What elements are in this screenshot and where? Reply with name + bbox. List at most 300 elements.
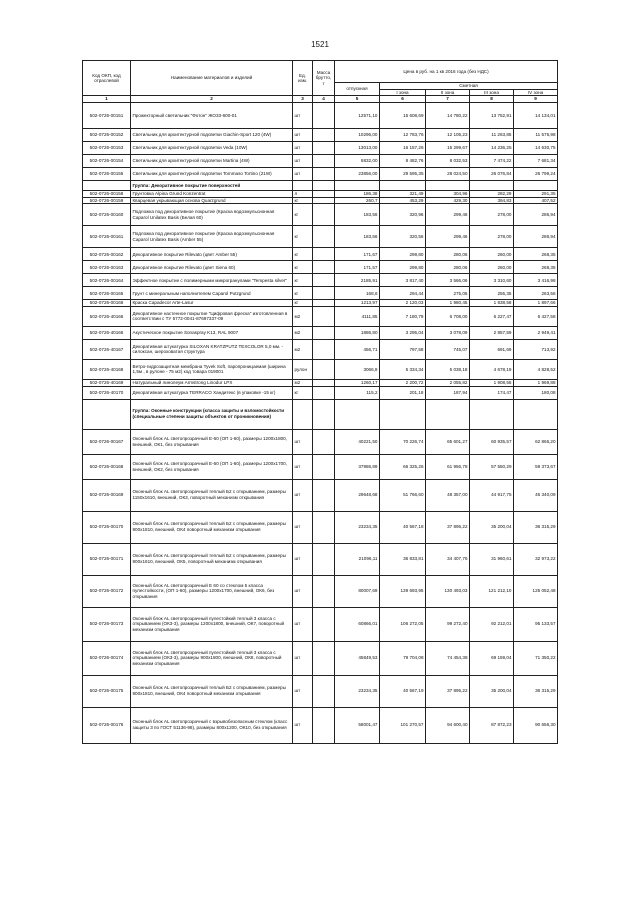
table-row — [83, 191, 558, 198]
cell-unit: кг — [293, 204, 313, 226]
cell-zone-3-price: 121 212,10 — [470, 575, 514, 607]
empty-cell — [470, 399, 514, 429]
cell-name: Светильник для архитектурной подсветки Tommaso Tortino (21W) — [131, 168, 293, 181]
cell-zone-3-price: 1 838,58 — [470, 300, 514, 307]
cell-zone-4-price: 46 340,09 — [514, 479, 558, 511]
cell-zone-1-price: 40 567,19 — [380, 675, 426, 707]
cell-zone-1-price: 2 120,03 — [380, 300, 426, 307]
cell-release-price: 1260,17 — [335, 379, 380, 386]
col-header-release: отпускная — [335, 83, 380, 96]
cell-zone-4-price: 268,35 — [514, 261, 558, 274]
cell-mass — [313, 386, 335, 399]
cell-name: Подложка под декоративное покрытие (Краска водоэмульсионная Caparol Unilatex Basis (Белая 60) — [131, 204, 293, 226]
cell-release-price: 10296,00 — [335, 129, 380, 142]
cell-zone-1-price: 2 200,72 — [380, 379, 426, 386]
table-row — [83, 641, 558, 675]
cell-name: Прожекторный светильник "Фотон" ЖО33-600-01 — [131, 103, 293, 129]
cell-mass — [313, 287, 335, 300]
table-row — [83, 326, 558, 339]
cell-release-price: 12571,10 — [335, 103, 380, 129]
cell-release-price: 80007,69 — [335, 575, 380, 607]
group-title: Группа: Декоративное покрытие поверхностей — [131, 181, 293, 191]
cell-zone-4-price: 14 134,01 — [514, 103, 558, 129]
cell-zone-1-price: 40 567,18 — [380, 511, 426, 543]
column-number: 3 — [293, 96, 313, 103]
table-row — [83, 543, 558, 575]
cell-zone-3-price: 1 908,55 — [470, 379, 514, 386]
cell-zone-4-price: 14 630,75 — [514, 142, 558, 155]
cell-code: 502-0726-00162 — [83, 248, 131, 261]
cell-zone-2-price: 74 454,38 — [426, 641, 470, 675]
cell-mass — [313, 155, 335, 168]
cell-mass — [313, 429, 335, 454]
cell-zone-1-price: 294,44 — [380, 287, 426, 300]
cell-zone-3-price: 3 310,60 — [470, 274, 514, 287]
cell-zone-2-price: 280,06 — [426, 248, 470, 261]
cell-code: 502-0726-40169 — [83, 379, 131, 386]
cell-code: 502-0726-00155 — [83, 168, 131, 181]
empty-cell — [335, 181, 380, 191]
cell-zone-4-price: 286,94 — [514, 226, 558, 248]
cell-zone-3-price: 35 200,04 — [470, 511, 514, 543]
cell-mass — [313, 641, 335, 675]
cell-zone-3-price: 7 474,22 — [470, 155, 514, 168]
cell-name: Подложка под декоративное покрытие (Краска водоэмульсионная Caparol Unilatex Basis (Amber 55) — [131, 226, 293, 248]
cell-zone-1-price: 320,96 — [380, 204, 426, 226]
cell-zone-2-price: 3 078,09 — [426, 326, 470, 339]
cell-name: Грунт с минеральным наполнителем Caparol Putzgrund — [131, 287, 293, 300]
col-header-name: Наименование материалов и изделий — [131, 61, 293, 96]
cell-name: Оконный блок AL светопрозрачный теплый Б2 с открыванием, размеры 900х1810, внешний, ОК4 поворотный механизм открывания — [131, 675, 293, 707]
cell-unit: м2 — [293, 379, 313, 386]
cell-zone-2-price: 94 600,40 — [426, 707, 470, 743]
cell-zone-3-price: 87 872,23 — [470, 707, 514, 743]
cell-name: Светильник для архитектурной подсветки Giachin-Sport 120 (4W) — [131, 129, 293, 142]
cell-unit: шт — [293, 129, 313, 142]
column-number: 1 — [83, 96, 131, 103]
cell-zone-1-price: 36 833,81 — [380, 543, 426, 575]
table-row — [83, 607, 558, 641]
table-row — [83, 103, 558, 129]
cell-zone-2-price: 130 493,03 — [426, 575, 470, 607]
cell-zone-2-price: 28 024,50 — [426, 168, 470, 181]
cell-name: Ветро-гидрозащитная мембрана Tyvek Soft, паропроницаемая (ширина 1,5м , в рулоне - 75 м2) код товара 019001 — [131, 359, 293, 379]
cell-code: 502-0726-00170 — [83, 511, 131, 543]
cell-name: Светильник для архитектурной подсветки Veda (10W) — [131, 142, 293, 155]
cell-zone-2-price: 61 956,78 — [426, 454, 470, 479]
table-row — [83, 379, 558, 386]
cell-release-price: 45849,53 — [335, 641, 380, 675]
col-header-zone-2: II зона — [426, 89, 470, 96]
cell-name: Оконный блок AL светопрозрачный Е-60 (ОП 1-60), размеры 1200х1700, внешний, ОК2, без открывания — [131, 454, 293, 479]
cell-zone-4-price: 90 656,30 — [514, 707, 558, 743]
cell-zone-1-price: 101 270,57 — [380, 707, 426, 743]
cell-name: Акустическое покрытие Sonaspray K13, RAL 9007 — [131, 326, 293, 339]
table-body — [83, 103, 558, 743]
cell-zone-1-price: 29 595,35 — [380, 168, 426, 181]
cell-zone-3-price: 31 960,61 — [470, 543, 514, 575]
cell-name: Оконный блок AL светопрозрачный с взрывобезопасным стеклом (класс защиты 3 по ГОСТ 51136-98), размеры 800х1200, ОК10, без открывания — [131, 707, 293, 743]
cell-name: Грунтовка Alpina Grund Konzentrat — [131, 191, 293, 198]
cell-unit: шт — [293, 607, 313, 641]
cell-release-price: 260,7 — [335, 197, 380, 204]
cell-zone-2-price: 275,05 — [426, 287, 470, 300]
table-row — [83, 511, 558, 543]
cell-zone-1-price: 797,58 — [380, 339, 426, 359]
cell-release-price: 183,56 — [335, 226, 380, 248]
cell-zone-1-price: 70 226,74 — [380, 429, 426, 454]
cell-zone-2-price: 3 566,06 — [426, 274, 470, 287]
cell-code: 502-0726-00152 — [83, 129, 131, 142]
cell-code: 502-0726-00159 — [83, 197, 131, 204]
cell-code: 502-0726-00161 — [83, 226, 131, 248]
cell-zone-1-price: 5 334,34 — [380, 359, 426, 379]
cell-mass — [313, 248, 335, 261]
cell-name: Краска Capadecor Arte-Lasur — [131, 300, 293, 307]
table-row — [83, 339, 558, 359]
cell-zone-1-price: 321,49 — [380, 191, 426, 198]
cell-unit: м2 — [293, 326, 313, 339]
cell-name: Эффектное покрытие с полимерными микрогранулами "Tempesta silver" — [131, 274, 293, 287]
cell-unit: шт — [293, 641, 313, 675]
cell-unit: шт — [293, 429, 313, 454]
col-header-estimate: Сметная — [380, 83, 558, 90]
cell-release-price: 23234,35 — [335, 675, 380, 707]
cell-zone-4-price: 7 681,34 — [514, 155, 558, 168]
cell-release-price: 115,2 — [335, 386, 380, 399]
cell-mass — [313, 274, 335, 287]
price-table — [82, 60, 558, 744]
column-number: 7 — [426, 96, 470, 103]
cell-zone-4-price: 286,94 — [514, 204, 558, 226]
cell-zone-3-price: 255,35 — [470, 287, 514, 300]
cell-release-price: 1886,80 — [335, 326, 380, 339]
cell-zone-2-price: 12 105,23 — [426, 129, 470, 142]
cell-release-price: 37986,89 — [335, 454, 380, 479]
col-header-unit: Ед. изм. — [293, 61, 313, 96]
group-row — [83, 181, 558, 191]
cell-code: 502-0726-00174 — [83, 641, 131, 675]
cell-release-price: 13013,00 — [335, 142, 380, 155]
cell-unit: кг — [293, 287, 313, 300]
group-spacer — [83, 399, 131, 429]
cell-zone-1-price: 201,18 — [380, 386, 426, 399]
cell-unit: шт — [293, 675, 313, 707]
cell-release-price: 171,67 — [335, 248, 380, 261]
table-row — [83, 454, 558, 479]
cell-unit: кг — [293, 248, 313, 261]
cell-unit: шт — [293, 142, 313, 155]
table-row — [83, 142, 558, 155]
cell-name: Декоративная штукатурка TERRACO Хандитекс (в упаковке -15 кг) — [131, 386, 293, 399]
cell-zone-3-price: 13 752,91 — [470, 103, 514, 129]
cell-mass — [313, 707, 335, 743]
cell-zone-2-price: 1 980,45 — [426, 300, 470, 307]
cell-zone-2-price: 429,30 — [426, 197, 470, 204]
table-row — [83, 675, 558, 707]
table-row — [83, 287, 558, 300]
cell-code: 502-0726-00153 — [83, 142, 131, 155]
cell-mass — [313, 575, 335, 607]
cell-zone-1-price: 16 157,26 — [380, 142, 426, 155]
cell-mass — [313, 339, 335, 359]
col-header-price-group: Цена в руб. на 1 кв 2016 года (без НДС) — [335, 61, 558, 83]
cell-zone-2-price: 304,96 — [426, 191, 470, 198]
cell-release-price: 6832,00 — [335, 155, 380, 168]
cell-zone-2-price: 280,06 — [426, 261, 470, 274]
cell-mass — [313, 103, 335, 129]
empty-cell — [380, 399, 426, 429]
empty-cell — [426, 181, 470, 191]
cell-zone-2-price: 37 895,22 — [426, 511, 470, 543]
cell-name: Оконный блок AL светопрозрачный теплый Б2 с открыванием, размеры 900х1810, внешний, ОК4 поворотный механизм открывания — [131, 511, 293, 543]
cell-release-price: 29648,68 — [335, 479, 380, 511]
cell-release-price: 40221,50 — [335, 429, 380, 454]
cell-zone-3-price: 11 263,85 — [470, 129, 514, 142]
cell-release-price: 1213,97 — [335, 300, 380, 307]
cell-zone-1-price: 3 817,40 — [380, 274, 426, 287]
cell-release-price: 456,71 — [335, 339, 380, 359]
table-row — [83, 386, 558, 399]
cell-unit: м2 — [293, 339, 313, 359]
cell-zone-3-price: 2 857,59 — [470, 326, 514, 339]
table-row — [83, 261, 558, 274]
empty-cell — [293, 181, 313, 191]
col-header-code: Код ОКП, код отраслевой — [83, 61, 131, 96]
cell-zone-4-price: 268,35 — [514, 248, 558, 261]
cell-zone-4-price: 6 427,58 — [514, 306, 558, 326]
cell-unit: шт — [293, 543, 313, 575]
cell-release-price: 23234,35 — [335, 511, 380, 543]
cell-zone-2-price: 15 299,67 — [426, 142, 470, 155]
cell-code: 502-0726-00158 — [83, 191, 131, 198]
cell-zone-3-price: 26 076,84 — [470, 168, 514, 181]
cell-mass — [313, 191, 335, 198]
cell-zone-3-price: 57 550,29 — [470, 454, 514, 479]
cell-zone-3-price: 69 159,04 — [470, 641, 514, 675]
col-header-mass: Масса брутто, т — [313, 61, 335, 96]
cell-release-price: 3066,9 — [335, 359, 380, 379]
cell-zone-4-price: 291,35 — [514, 191, 558, 198]
cell-zone-3-price: 278,00 — [470, 226, 514, 248]
cell-zone-1-price: 3 295,04 — [380, 326, 426, 339]
cell-code: 502-0726-00168 — [83, 454, 131, 479]
cell-unit: кг — [293, 274, 313, 287]
cell-zone-4-price: 36 315,29 — [514, 511, 558, 543]
cell-zone-2-price: 187,94 — [426, 386, 470, 399]
cell-name: Оконный блок AL светопрозрачный пулестойкий теплый 3 класса с открыванием (ОК3-3), размеры 900х1800, внешний, ОК8, поворотный механизм открывания — [131, 641, 293, 675]
cell-release-price: 183,56 — [335, 204, 380, 226]
cell-name: Декоративное покрытие Rilevato (цвет Amber 55) — [131, 248, 293, 261]
cell-mass — [313, 326, 335, 339]
cell-release-price: 58001,47 — [335, 707, 380, 743]
cell-mass — [313, 479, 335, 511]
cell-release-price: 171,57 — [335, 261, 380, 274]
cell-code: 502-0726-40170 — [83, 386, 131, 399]
cell-zone-2-price: 6 708,00 — [426, 306, 470, 326]
cell-mass — [313, 226, 335, 248]
column-number: 4 — [313, 96, 335, 103]
cell-name: Декоративное настенное покрытие "Цифровая фреска" изготовленная в соответствии с ТУ 5772-0041-87697337-09 — [131, 306, 293, 326]
cell-release-price: 2185,91 — [335, 274, 380, 287]
cell-mass — [313, 142, 335, 155]
cell-zone-2-price: 37 895,22 — [426, 675, 470, 707]
cell-name: Декоративное покрытие Rilevato (цвет Siena 60) — [131, 261, 293, 274]
cell-zone-3-price: 260,00 — [470, 261, 514, 274]
cell-unit: рулон — [293, 359, 313, 379]
cell-mass — [313, 359, 335, 379]
cell-name: Декоративная штукатурка SILOXAN KRATZPUTZ TEXCOLOR 5,0 мм. - силоксан, шероховатая структура — [131, 339, 293, 359]
cell-zone-4-price: 95 133,57 — [514, 607, 558, 641]
cell-mass — [313, 511, 335, 543]
cell-mass — [313, 543, 335, 575]
cell-unit: л — [293, 191, 313, 198]
column-number-row — [83, 96, 558, 103]
cell-unit: шт — [293, 479, 313, 511]
cell-zone-1-price: 7 180,79 — [380, 306, 426, 326]
column-number: 2 — [131, 96, 293, 103]
cell-zone-3-price: 174,47 — [470, 386, 514, 399]
cell-zone-1-price: 299,80 — [380, 261, 426, 274]
cell-code: 502-0726-00173 — [83, 607, 131, 641]
cell-code: 502-0726-00169 — [83, 479, 131, 511]
cell-zone-3-price: 14 236,25 — [470, 142, 514, 155]
cell-zone-1-price: 79 704,08 — [380, 641, 426, 675]
cell-zone-4-price: 71 350,22 — [514, 641, 558, 675]
cell-mass — [313, 168, 335, 181]
cell-mass — [313, 300, 335, 307]
table-row — [83, 197, 558, 204]
cell-unit: кг — [293, 261, 313, 274]
cell-code: 502-0726-40166 — [83, 306, 131, 326]
cell-mass — [313, 129, 335, 142]
cell-unit: м2 — [293, 306, 313, 326]
table-row — [83, 248, 558, 261]
cell-zone-4-price: 36 315,29 — [514, 675, 558, 707]
cell-zone-4-price: 4 828,52 — [514, 359, 558, 379]
cell-zone-4-price: 180,08 — [514, 386, 558, 399]
cell-release-price: 4111,85 — [335, 306, 380, 326]
cell-unit: шт — [293, 454, 313, 479]
group-spacer — [83, 181, 131, 191]
cell-release-price: 168,6 — [335, 287, 380, 300]
empty-cell — [380, 181, 426, 191]
cell-mass — [313, 379, 335, 386]
cell-mass — [313, 306, 335, 326]
cell-code: 502-0726-00175 — [83, 675, 131, 707]
cell-zone-4-price: 263,56 — [514, 287, 558, 300]
cell-zone-2-price: 99 272,40 — [426, 607, 470, 641]
cell-zone-2-price: 8 032,53 — [426, 155, 470, 168]
cell-code: 502-0726-00165 — [83, 287, 131, 300]
table-row — [83, 155, 558, 168]
cell-code: 502-0726-00154 — [83, 155, 131, 168]
cell-zone-3-price: 44 917,75 — [470, 479, 514, 511]
cell-zone-1-price: 106 272,05 — [380, 607, 426, 641]
table-row — [83, 226, 558, 248]
cell-unit: шт — [293, 155, 313, 168]
cell-unit: шт — [293, 168, 313, 181]
table-row — [83, 306, 558, 326]
cell-name: Оконный блок AL светопрозрачный теплый Б2 с открыванием, размеры 1150х1610, внешний, ОК3, поворотный механизм открывания — [131, 479, 293, 511]
cell-zone-1-price: 320,56 — [380, 226, 426, 248]
cell-release-price: 23856,00 — [335, 168, 380, 181]
cell-zone-2-price: 65 601,27 — [426, 429, 470, 454]
empty-cell — [470, 181, 514, 191]
cell-code: 502-0726-00163 — [83, 261, 131, 274]
cell-zone-2-price: 299,46 — [426, 226, 470, 248]
empty-cell — [514, 181, 558, 191]
cell-name: Кварцевая укрывающая основа Quarzgrund — [131, 197, 293, 204]
cell-zone-3-price: 260,00 — [470, 248, 514, 261]
cell-code: 502-0726-00171 — [83, 543, 131, 575]
cell-code: 502-0726-40167 — [83, 339, 131, 359]
cell-zone-3-price: 691,69 — [470, 339, 514, 359]
empty-cell — [335, 399, 380, 429]
cell-zone-1-price: 12 783,76 — [380, 129, 426, 142]
cell-name: Светильник для архитектурной подсветки Martina (4W) — [131, 155, 293, 168]
cell-zone-4-price: 1 969,88 — [514, 379, 558, 386]
cell-mass — [313, 675, 335, 707]
cell-zone-3-price: 394,83 — [470, 197, 514, 204]
cell-mass — [313, 197, 335, 204]
cell-mass — [313, 261, 335, 274]
column-number: 6 — [380, 96, 426, 103]
cell-zone-4-price: 3 416,98 — [514, 274, 558, 287]
cell-unit: шт — [293, 707, 313, 743]
cell-zone-3-price: 6 227,47 — [470, 306, 514, 326]
cell-zone-2-price: 2 055,82 — [426, 379, 470, 386]
cell-zone-2-price: 5 038,18 — [426, 359, 470, 379]
cell-zone-4-price: 26 799,24 — [514, 168, 558, 181]
empty-cell — [426, 399, 470, 429]
cell-zone-1-price: 66 325,26 — [380, 454, 426, 479]
cell-mass — [313, 204, 335, 226]
col-header-zone-4: IV зона — [514, 89, 558, 96]
cell-zone-4-price: 62 866,20 — [514, 429, 558, 454]
empty-cell — [313, 181, 335, 191]
cell-zone-3-price: 35 200,04 — [470, 675, 514, 707]
cell-zone-1-price: 299,80 — [380, 248, 426, 261]
cell-zone-2-price: 299,46 — [426, 204, 470, 226]
cell-release-price: 60866,01 — [335, 607, 380, 641]
group-title: Группа: Оконные конструкции (класса защиты и взломостойкости (специальные степени защиты объектов от проникновения) — [131, 399, 293, 429]
table-row — [83, 479, 558, 511]
cell-unit: шт — [293, 103, 313, 129]
cell-name: Оконный блок AL светопрозрачный пулестойкий теплый 3 класса с открыванием (ОК3-3), размеры 1200х1800, внешний, ОК7, поворотный механизм открывания — [131, 607, 293, 641]
cell-name: Натуральный линолеум Armstrong Linodur LPX — [131, 379, 293, 386]
cell-code: 502-0726-00164 — [83, 274, 131, 287]
cell-zone-4-price: 32 973,22 — [514, 543, 558, 575]
cell-zone-3-price: 60 935,57 — [470, 429, 514, 454]
cell-zone-1-price: 139 693,95 — [380, 575, 426, 607]
cell-zone-4-price: 407,52 — [514, 197, 558, 204]
page-number: 1521 — [311, 40, 329, 49]
cell-zone-4-price: 11 575,98 — [514, 129, 558, 142]
cell-zone-4-price: 713,92 — [514, 339, 558, 359]
cell-zone-2-price: 48 357,00 — [426, 479, 470, 511]
table-row — [83, 575, 558, 607]
col-header-zone-3: III зона — [470, 89, 514, 96]
cell-code: 502-0726-00151 — [83, 103, 131, 129]
cell-zone-3-price: 4 678,19 — [470, 359, 514, 379]
cell-zone-1-price: 15 608,69 — [380, 103, 426, 129]
cell-zone-3-price: 278,00 — [470, 204, 514, 226]
cell-zone-2-price: 745,07 — [426, 339, 470, 359]
cell-release-price: 21096,11 — [335, 543, 380, 575]
cell-release-price: 186,38 — [335, 191, 380, 198]
empty-cell — [313, 399, 335, 429]
